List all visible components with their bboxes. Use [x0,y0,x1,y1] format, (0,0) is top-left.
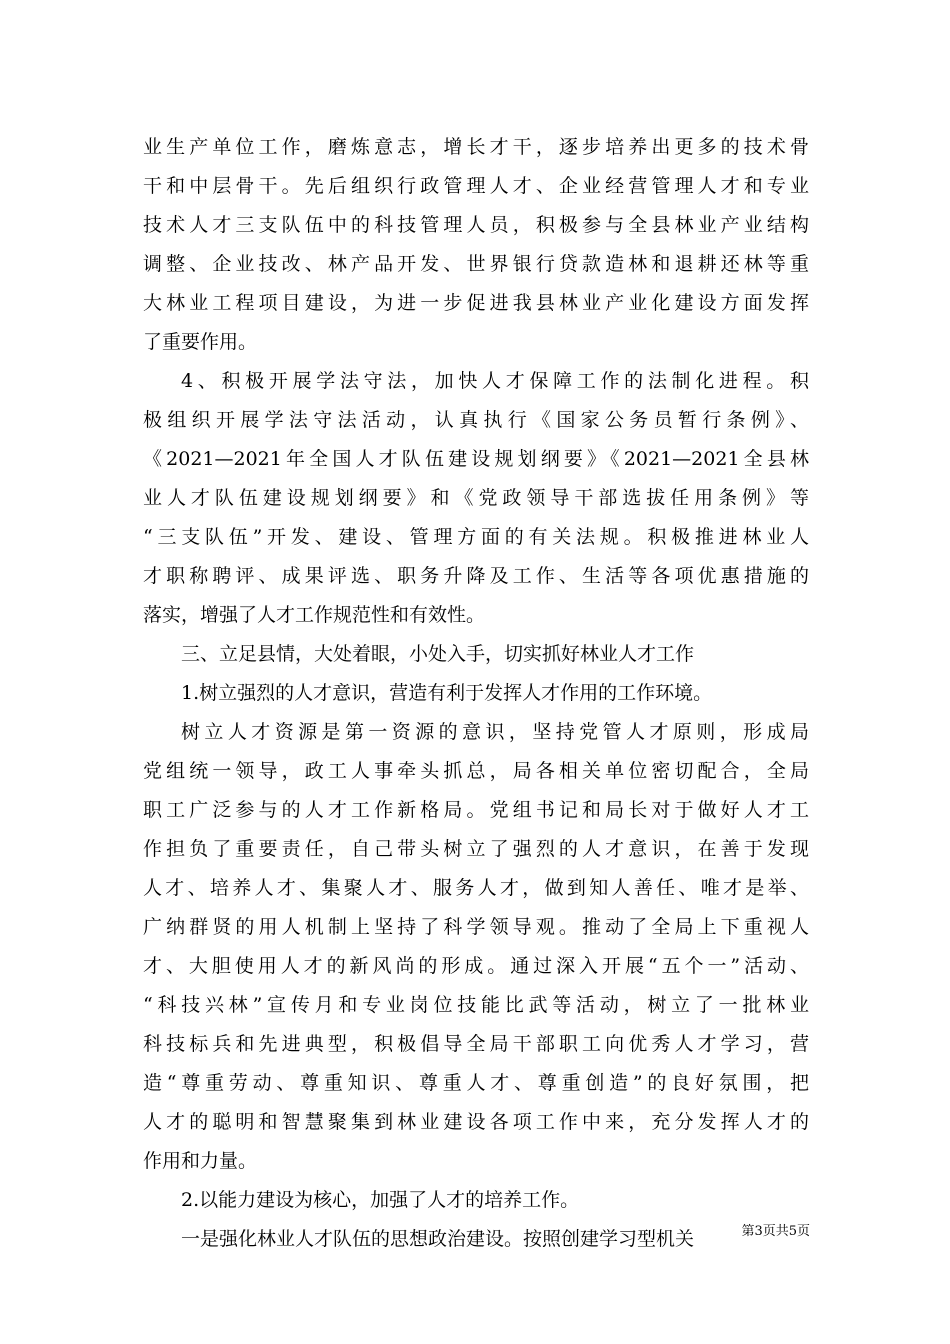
text-line: 调整、企业技改、林产品开发、世界银行贷款造林和退耕还林等重 [143,253,809,275]
text-line: 干和中层骨干。先后组织行政管理人才、企业经营管理人才和专业 [143,175,809,197]
text-line: 科技标兵和先进典型，积极倡导全局干部职工向优秀人才学习，营 [143,1033,809,1055]
text-line: 一是强化林业人才队伍的思想政治建设。按照创建学习型机关 [181,1228,695,1250]
subheading: 1.树立强烈的人才意识，营造有利于发挥人才作用的工作环境。 [181,682,713,704]
text-line: 树立人才资源是第一资源的意识，坚持党管人才原则，形成局 [181,721,809,743]
text-line: 《2021—2021年全国人才队伍建设规划纲要》《2021—2021全县林 [143,448,809,470]
text-line: 广纳群贤的用人机制上坚持了科学领导观。推动了全局上下重视人 [143,916,809,938]
text-line: 党组统一领导，政工人事牵头抓总，局各相关单位密切配合，全局 [143,760,809,782]
text-line: 作担负了重要责任，自己带头树立了强烈的人才意识，在善于发现 [143,838,809,860]
section-heading: 三、立足县情，大处着眼，小处入手，切实抓好林业人才工作 [181,643,695,665]
text-line: 极组织开展学法守法活动，认真执行《国家公务员暂行条例》、 [143,409,809,431]
text-line: “科技兴林”宣传月和专业岗位技能比武等活动，树立了一批林业 [143,994,809,1016]
text-line: 业人才队伍建设规划纲要》和《党政领导干部选拔任用条例》等 [143,487,809,509]
text-line: 作用和力量。 [143,1150,258,1172]
text-line: 业生产单位工作，磨炼意志，增长才干，逐步培养出更多的技术骨 [143,136,809,158]
text-line: 技术人才三支队伍中的科技管理人员，积极参与全县林业产业结构 [143,214,809,236]
text-line: 造“尊重劳动、尊重知识、尊重人才、尊重创造”的良好氛围，把 [143,1072,809,1094]
text-line: 才、大胆使用人才的新风尚的形成。通过深入开展“五个一”活动、 [143,955,809,977]
text-line: 人才、培养人才、集聚人才、服务人才，做到知人善任、唯才是举、 [143,877,809,899]
text-line: “三支队伍”开发、建设、管理方面的有关法规。积极推进林业人 [143,526,809,548]
text-line: 才职称聘评、成果评选、职务升降及工作、生活等各项优惠措施的 [143,565,809,587]
text-line: 4、积极开展学法守法，加快人才保障工作的法制化进程。积 [181,370,809,392]
subheading: 2.以能力建设为核心，加强了人才的培养工作。 [181,1189,580,1211]
page-number: 第3页共5页 [741,1224,810,1239]
text-line: 落实，增强了人才工作规范性和有效性。 [143,604,486,626]
text-line: 大林业工程项目建设，为进一步促进我县林业产业化建设方面发挥 [143,292,809,314]
text-line: 人才的聪明和智慧聚集到林业建设各项工作中来，充分发挥人才的 [143,1111,809,1133]
text-line: 了重要作用。 [143,331,258,353]
text-line: 职工广泛参与的人才工作新格局。党组书记和局长对于做好人才工 [143,799,809,821]
body-text [143,128,809,1259]
